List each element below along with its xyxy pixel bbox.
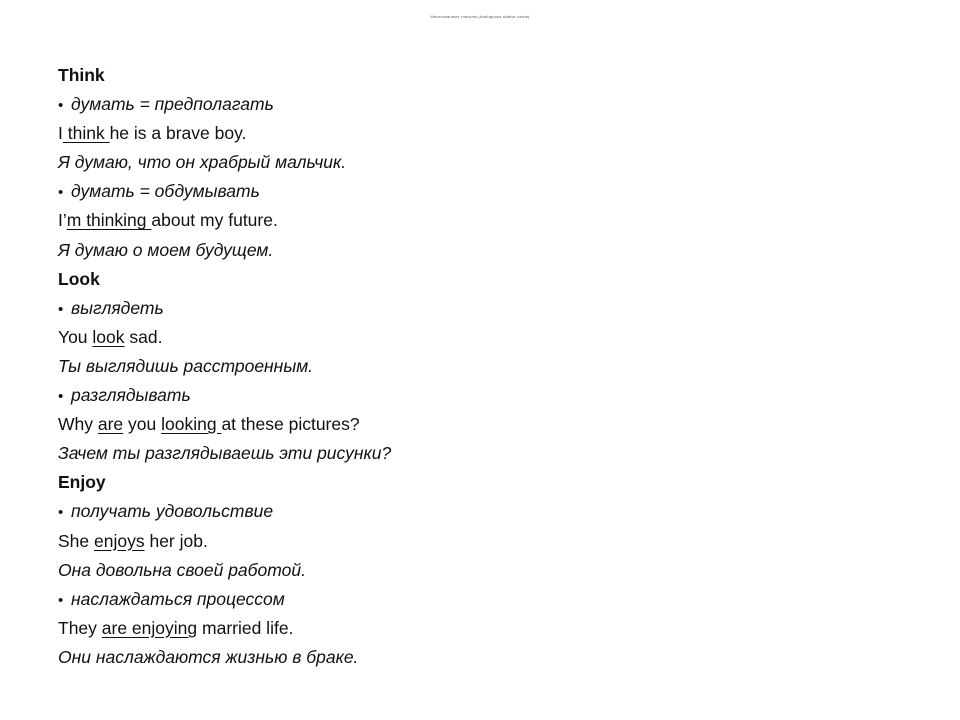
- translation-sentence: Ты выглядишь расстроенным.: [58, 355, 314, 376]
- sentence-fragment: about my future.: [151, 210, 278, 231]
- translation-sentence: Я думаю, что он храбрый мальчик.: [58, 152, 347, 173]
- sentence-fragment: married life.: [197, 617, 294, 638]
- sentence-fragment: he is a brave boy.: [109, 123, 247, 144]
- meaning-text: наслаждаться процессом: [71, 588, 285, 609]
- bullet-icon: •: [58, 388, 64, 406]
- verb-heading: Look: [58, 268, 100, 289]
- sentence-fragment: at these pictures?: [221, 414, 360, 435]
- sentence-fragment: you: [123, 414, 162, 435]
- sentence-fragment: They: [58, 617, 102, 638]
- bullet-icon: •: [58, 591, 64, 609]
- sentence-fragment: I: [58, 123, 63, 144]
- translation-sentence: Она довольна своей работой.: [58, 559, 306, 580]
- example-sentence: [58, 323, 918, 352]
- meaning-text: выглядеть: [71, 297, 164, 318]
- example-sentence: [58, 206, 918, 235]
- underlined-verb: think: [62, 123, 110, 144]
- underlined-verb: looking: [161, 414, 222, 435]
- underlined-verb: are enjoying: [101, 617, 198, 638]
- meaning-text: получать удовольствие: [71, 501, 274, 522]
- underlined-verb: enjoys: [94, 530, 145, 551]
- bullet-icon: •: [58, 184, 64, 202]
- page-header: Многозначные глаголы (Ambiguous stative verbs): [430, 14, 530, 19]
- underlined-verb: m thinking: [66, 210, 152, 231]
- example-sentence: [58, 410, 918, 439]
- meaning-bullet-item: [58, 294, 918, 323]
- meaning-bullet-item: [58, 497, 918, 526]
- example-sentence: [58, 527, 918, 556]
- example-sentence: [58, 614, 918, 643]
- meaning-text: думать = обдумывать: [71, 181, 260, 202]
- bullet-icon: •: [58, 97, 64, 115]
- bullet-icon: •: [58, 300, 64, 318]
- underlined-verb: are: [97, 414, 124, 435]
- sentence-fragment: I’: [58, 210, 67, 231]
- underlined-verb: look: [92, 326, 125, 347]
- example-sentence: [58, 119, 918, 148]
- translation-sentence: Я думаю о моем будущем.: [58, 239, 274, 260]
- sentence-fragment: sad.: [124, 326, 163, 347]
- meaning-text: думать = предполагать: [71, 94, 274, 115]
- document-body: [58, 61, 918, 672]
- meaning-bullet-item: [58, 381, 918, 410]
- meaning-bullet-item: [58, 177, 918, 206]
- sentence-fragment: She: [58, 530, 94, 551]
- verb-heading: Enjoy: [58, 472, 106, 493]
- meaning-bullet-item: [58, 585, 918, 614]
- sentence-fragment: Why: [58, 414, 98, 435]
- translation-sentence: Они наслаждаются жизнью в браке.: [58, 646, 359, 667]
- meaning-bullet-item: [58, 90, 918, 119]
- sentence-fragment: her job.: [144, 530, 208, 551]
- meaning-text: разглядывать: [71, 385, 191, 406]
- translation-sentence: Зачем ты разглядываешь эти рисунки?: [58, 443, 392, 464]
- sentence-fragment: You: [58, 326, 93, 347]
- bullet-icon: •: [58, 504, 64, 522]
- verb-heading: Think: [58, 65, 105, 85]
